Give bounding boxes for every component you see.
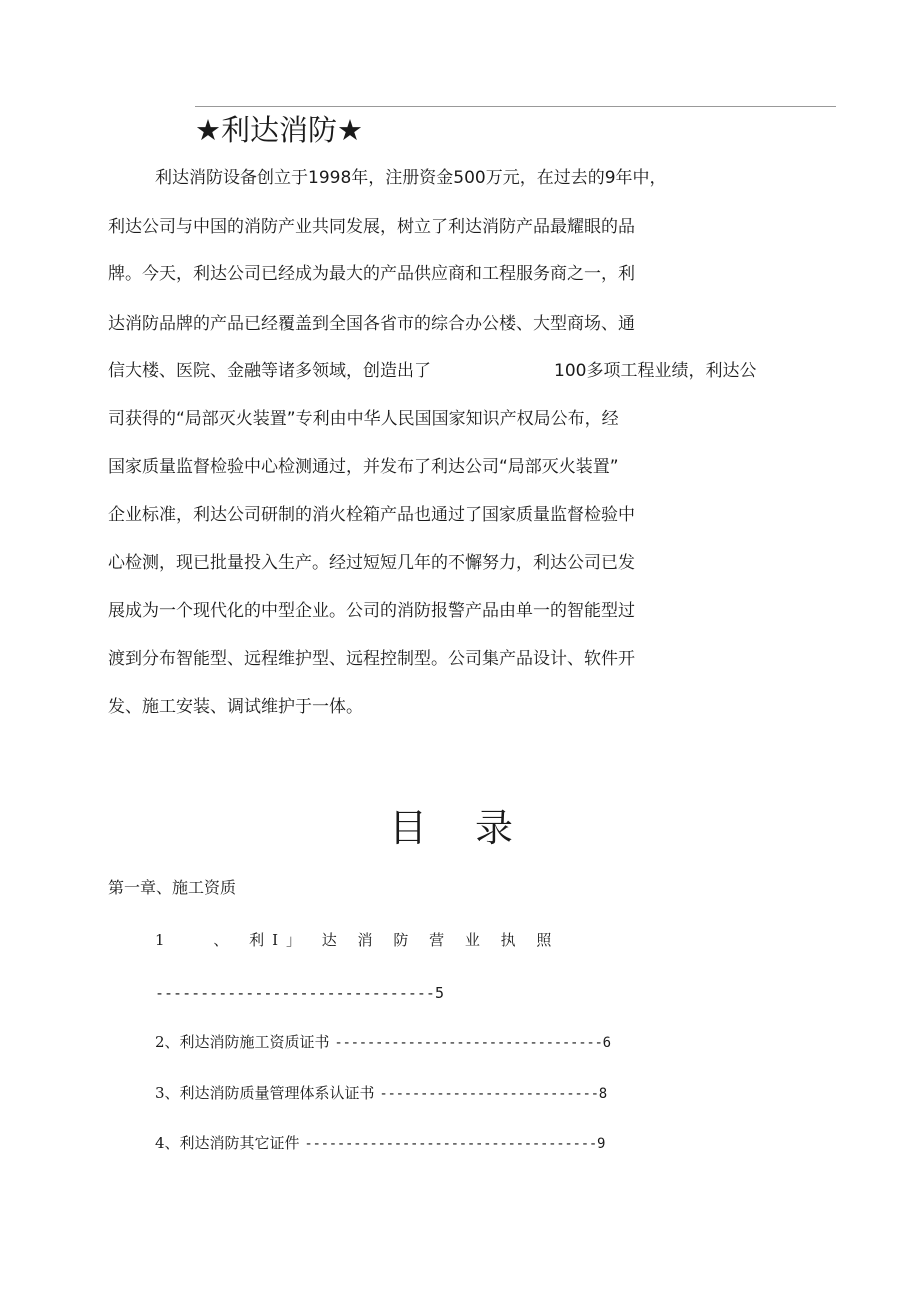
toc-item-3-label: 3、利达消防质量管理体系认证书 xyxy=(155,1084,380,1102)
intro-line-7: 国家质量监督检验中心检测通过，并发布了利达公司“局部灭火装置” xyxy=(108,457,619,477)
intro-line-2: 利达公司与中国的消防产业共同发展，树立了利达消防产品最耀眼的品 xyxy=(108,217,635,237)
intro-line-12: 发、施工安装、调试维护于一体。 xyxy=(108,697,363,717)
toc-item-3-leader: ---------------------------8 xyxy=(379,1086,607,1102)
toc-item-4 xyxy=(155,1131,605,1156)
intro-line-5b: 100多项工程业绩，利达公 xyxy=(554,361,757,381)
toc-item-2-leader: ---------------------------------6 xyxy=(334,1035,611,1051)
intro-line-11: 渡到分布智能型、远程维护型、远程控制型。公司集产品设计、软件开 xyxy=(108,649,635,669)
toc-item-1-number: 1 xyxy=(155,931,165,949)
toc-title: 目 录 xyxy=(388,806,532,850)
header-rule xyxy=(195,106,836,107)
intro-line-3: 牌。今天，利达公司已经成为最大的产品供应商和工程服务商之一，利 xyxy=(108,264,635,284)
intro-line-5a: 信大楼、医院、金融等诸多领域，创造出了 xyxy=(108,361,431,381)
intro-line-1: 利达消防设备创立于1998年，注册资金500万元，在过去的9年中， xyxy=(155,168,667,188)
toc-item-1-label: 、 利I」 达 消 防 营 业 执 照 xyxy=(213,931,560,949)
toc-item-4-leader: ------------------------------------9 xyxy=(304,1136,606,1152)
toc-item-4-label: 4、利达消防其它证件 xyxy=(155,1134,305,1152)
brand-title: ★利达消防★ xyxy=(195,113,363,147)
toc-item-3 xyxy=(155,1081,607,1106)
intro-line-4: 达消防品牌的产品已经覆盖到全国各省市的综合办公楼、大型商场、通 xyxy=(108,314,635,334)
toc-chapter-1: 第一章、施工资质 xyxy=(108,878,237,897)
intro-line-8: 企业标准，利达公司研制的消火栓箱产品也通过了国家质量监督检验中 xyxy=(108,505,635,525)
toc-item-2-label: 2、利达消防施工资质证书 xyxy=(155,1033,335,1051)
intro-line-6: 司获得的“局部灭火装置”专利由中华人民国国家知识产权局公布，经 xyxy=(108,409,619,429)
toc-item-2 xyxy=(155,1030,611,1055)
toc-item-1 xyxy=(155,928,559,952)
toc-item-1-leader: -------------------------------5 xyxy=(155,984,444,1002)
intro-line-10: 展成为一个现代化的中型企业。公司的消防报警产品由单一的智能型过 xyxy=(108,601,635,621)
intro-line-9: 心检测，现已批量投入生产。经过短短几年的不懈努力，利达公司已发 xyxy=(108,553,635,573)
